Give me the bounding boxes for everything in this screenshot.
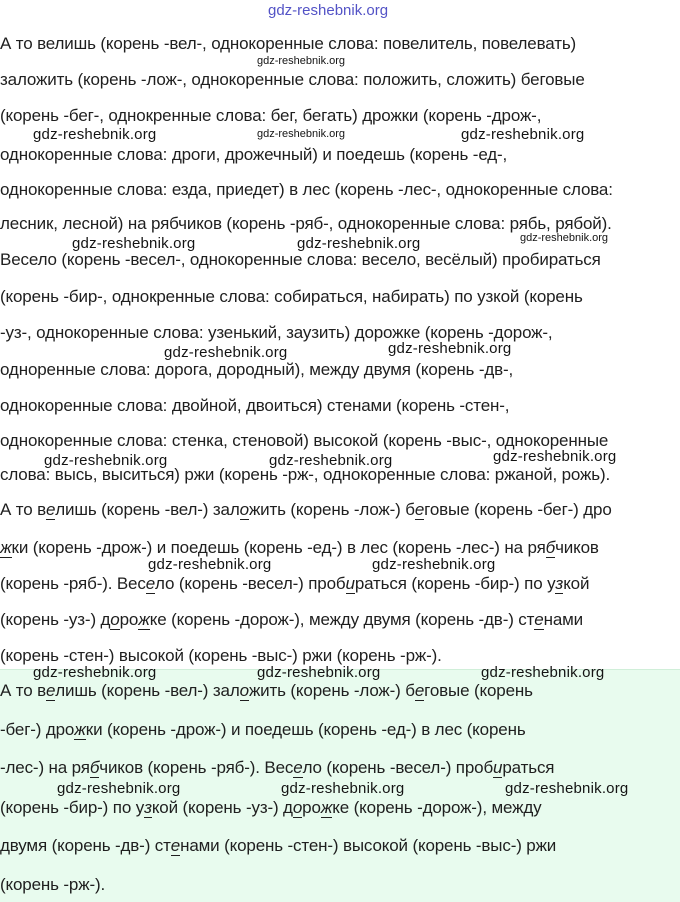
text-line xyxy=(0,720,680,740)
text-segment: ро xyxy=(302,798,321,817)
text-segment: кой (корень -уз-) д xyxy=(151,798,293,817)
marked-letter: е xyxy=(414,500,425,519)
watermark: gdz-reshebnik.org xyxy=(297,235,421,252)
text-line xyxy=(0,836,680,856)
watermark: gdz-reshebnik.org xyxy=(257,664,381,681)
watermark: gdz-reshebnik.org xyxy=(281,780,405,797)
text-segment: (корень -ряб-). Вес xyxy=(0,574,146,593)
text-segment: -бег-) дро xyxy=(0,720,75,739)
marked-letter: е xyxy=(293,758,303,777)
watermark: gdz-reshebnik.org xyxy=(493,448,617,465)
text-line: однокоренные слова: двойной, двоиться) стенами (корень -стен-, xyxy=(0,396,510,415)
text-segment: лишь (корень -вел-) зал xyxy=(55,681,240,700)
marked-letter: е xyxy=(45,681,56,700)
watermark: gdz-reshebnik.org xyxy=(164,344,288,361)
marked-letter: е xyxy=(414,681,425,700)
marked-letter: о xyxy=(239,500,249,519)
text-segment: (корень -рж-). xyxy=(0,875,106,894)
marked-letter: ж xyxy=(74,720,86,739)
text-segment: говые (корень -бег-) дро xyxy=(424,500,612,519)
marked-letter: ж xyxy=(0,538,12,557)
text-line: Весело (корень -весел-, однокоренные слова: весело, весёлый) пробираться xyxy=(0,250,601,269)
text-segment: ки (корень -дрож-) и поедешь (корень -ед-) в лес (корень -лес-) на ря xyxy=(11,538,546,557)
text-line xyxy=(0,758,680,778)
watermark: gdz-reshebnik.org xyxy=(505,780,629,797)
text-segment: ки (корень -дрож-) и поедешь (корень -ед-) в лес (корень xyxy=(85,720,526,739)
text-line: (корень -бир-, однокренные слова: собираться, набирать) по узкой (корень xyxy=(0,287,583,306)
text-segment: кой xyxy=(563,574,590,593)
watermark: gdz-reshebnik.org xyxy=(44,452,168,469)
marked-letter: е xyxy=(45,500,56,519)
text-line: однокоренные слова: дроги, дрожечный) и поедешь (корень -ед-, xyxy=(0,145,508,164)
text-segment: раться (корень -бир-) по у xyxy=(354,574,556,593)
text-line: А то велишь (корень -вел-, однокоренные слова: повелитель, повелевать) xyxy=(0,34,577,53)
watermark: gdz-reshebnik.org xyxy=(33,664,157,681)
text-segment: ро xyxy=(119,610,139,629)
marked-letter: и xyxy=(345,574,355,593)
text-line xyxy=(0,574,680,594)
watermark: gdz-reshebnik.org xyxy=(257,128,346,140)
watermark: gdz-reshebnik.org xyxy=(257,55,346,67)
marked-letter: о xyxy=(239,681,249,700)
watermark: gdz-reshebnik.org xyxy=(388,340,512,357)
marked-letter: о xyxy=(292,798,303,817)
watermark: gdz-reshebnik.org xyxy=(72,235,196,252)
text-segment: чиков xyxy=(555,538,599,557)
text-segment: жить (корень -лож-) б xyxy=(248,681,415,700)
text-segment: нами (корень -стен-) высокой (корень -выс-) ржи xyxy=(180,836,557,855)
text-line xyxy=(0,875,680,895)
marked-letter: з xyxy=(555,574,564,593)
marked-letter: б xyxy=(545,538,556,557)
marked-letter: о xyxy=(110,610,120,629)
text-segment: (корень -стен-) высокой (корень -выс-) ржи (корень -рж-). xyxy=(0,646,442,665)
marked-letter: ж xyxy=(138,610,150,629)
text-line: слова: высь, выситься) ржи (корень -рж-, однокоренные слова: ржаной, рожь). xyxy=(0,465,611,484)
text-line xyxy=(0,681,680,701)
text-line: (корень -бег-, однокренные слова: бег, бегать) дрожки (корень -дрож-, xyxy=(0,106,542,125)
watermark: gdz-reshebnik.org xyxy=(269,452,393,469)
text-segment: чиков (корень -ряб-). Вес xyxy=(99,758,294,777)
text-line: -уз-, однокоренные слова: узенький, заузить) дорожке (корень -дорож-, xyxy=(0,323,553,342)
marked-letter: е xyxy=(170,836,181,855)
text-line xyxy=(0,646,680,666)
text-segment: А то в xyxy=(0,500,46,519)
text-line: заложить (корень -лож-, однокоренные слова: положить, сложить) беговые xyxy=(0,70,585,89)
marked-letter: ж xyxy=(320,798,333,817)
text-segment: (корень -бир-) по у xyxy=(0,798,145,817)
watermark: gdz-reshebnik.org xyxy=(520,232,609,244)
text-segment: говые (корень xyxy=(424,681,533,700)
watermark: gdz-reshebnik.org xyxy=(372,556,496,573)
marked-letter: б xyxy=(89,758,100,777)
text-line: однокоренные слова: езда, приедет) в лес (корень -лес-, однокоренные слова: xyxy=(0,180,613,199)
marked-letter: е xyxy=(145,574,156,593)
text-segment: -лес-) на ря xyxy=(0,758,90,777)
text-segment: ке (корень -дорож-), между двумя (корень -дв-) ст xyxy=(149,610,535,629)
text-line xyxy=(0,500,680,520)
text-segment: А то в xyxy=(0,681,46,700)
text-segment: жить (корень -лож-) б xyxy=(248,500,415,519)
text-segment: ло (корень -весел-) проб xyxy=(302,758,494,777)
text-line xyxy=(0,538,680,558)
watermark: gdz-reshebnik.org xyxy=(148,556,272,573)
marked-letter: з xyxy=(144,798,152,817)
text-line xyxy=(0,798,680,818)
watermark-top: gdz-reshebnik.org xyxy=(268,2,389,19)
marked-letter: е xyxy=(534,610,544,629)
watermark: gdz-reshebnik.org xyxy=(33,126,157,143)
text-segment: раться xyxy=(502,758,555,777)
text-segment: лишь (корень -вел-) зал xyxy=(55,500,240,519)
marked-letter: и xyxy=(493,758,503,777)
text-segment: двумя (корень -дв-) ст xyxy=(0,836,171,855)
text-line: однокоренные слова: стенка, стеновой) высокой (корень -выс-, однокоренные xyxy=(0,431,609,450)
text-segment: ло (корень -весел-) проб xyxy=(155,574,346,593)
watermark: gdz-reshebnik.org xyxy=(461,126,585,143)
text-segment: нами xyxy=(543,610,584,629)
watermark: gdz-reshebnik.org xyxy=(57,780,181,797)
text-line xyxy=(0,610,680,630)
watermark: gdz-reshebnik.org xyxy=(481,664,605,681)
text-segment: ке (корень -дорож-), между xyxy=(332,798,542,817)
text-segment: (корень -уз-) д xyxy=(0,610,111,629)
text-line: лесник, лесной) на рябчиков (корень -ряб-, однокоренные слова: рябь, рябой). xyxy=(0,214,612,233)
text-line: одноренные слова: дорога, дородный), между двумя (корень -дв-, xyxy=(0,360,514,379)
